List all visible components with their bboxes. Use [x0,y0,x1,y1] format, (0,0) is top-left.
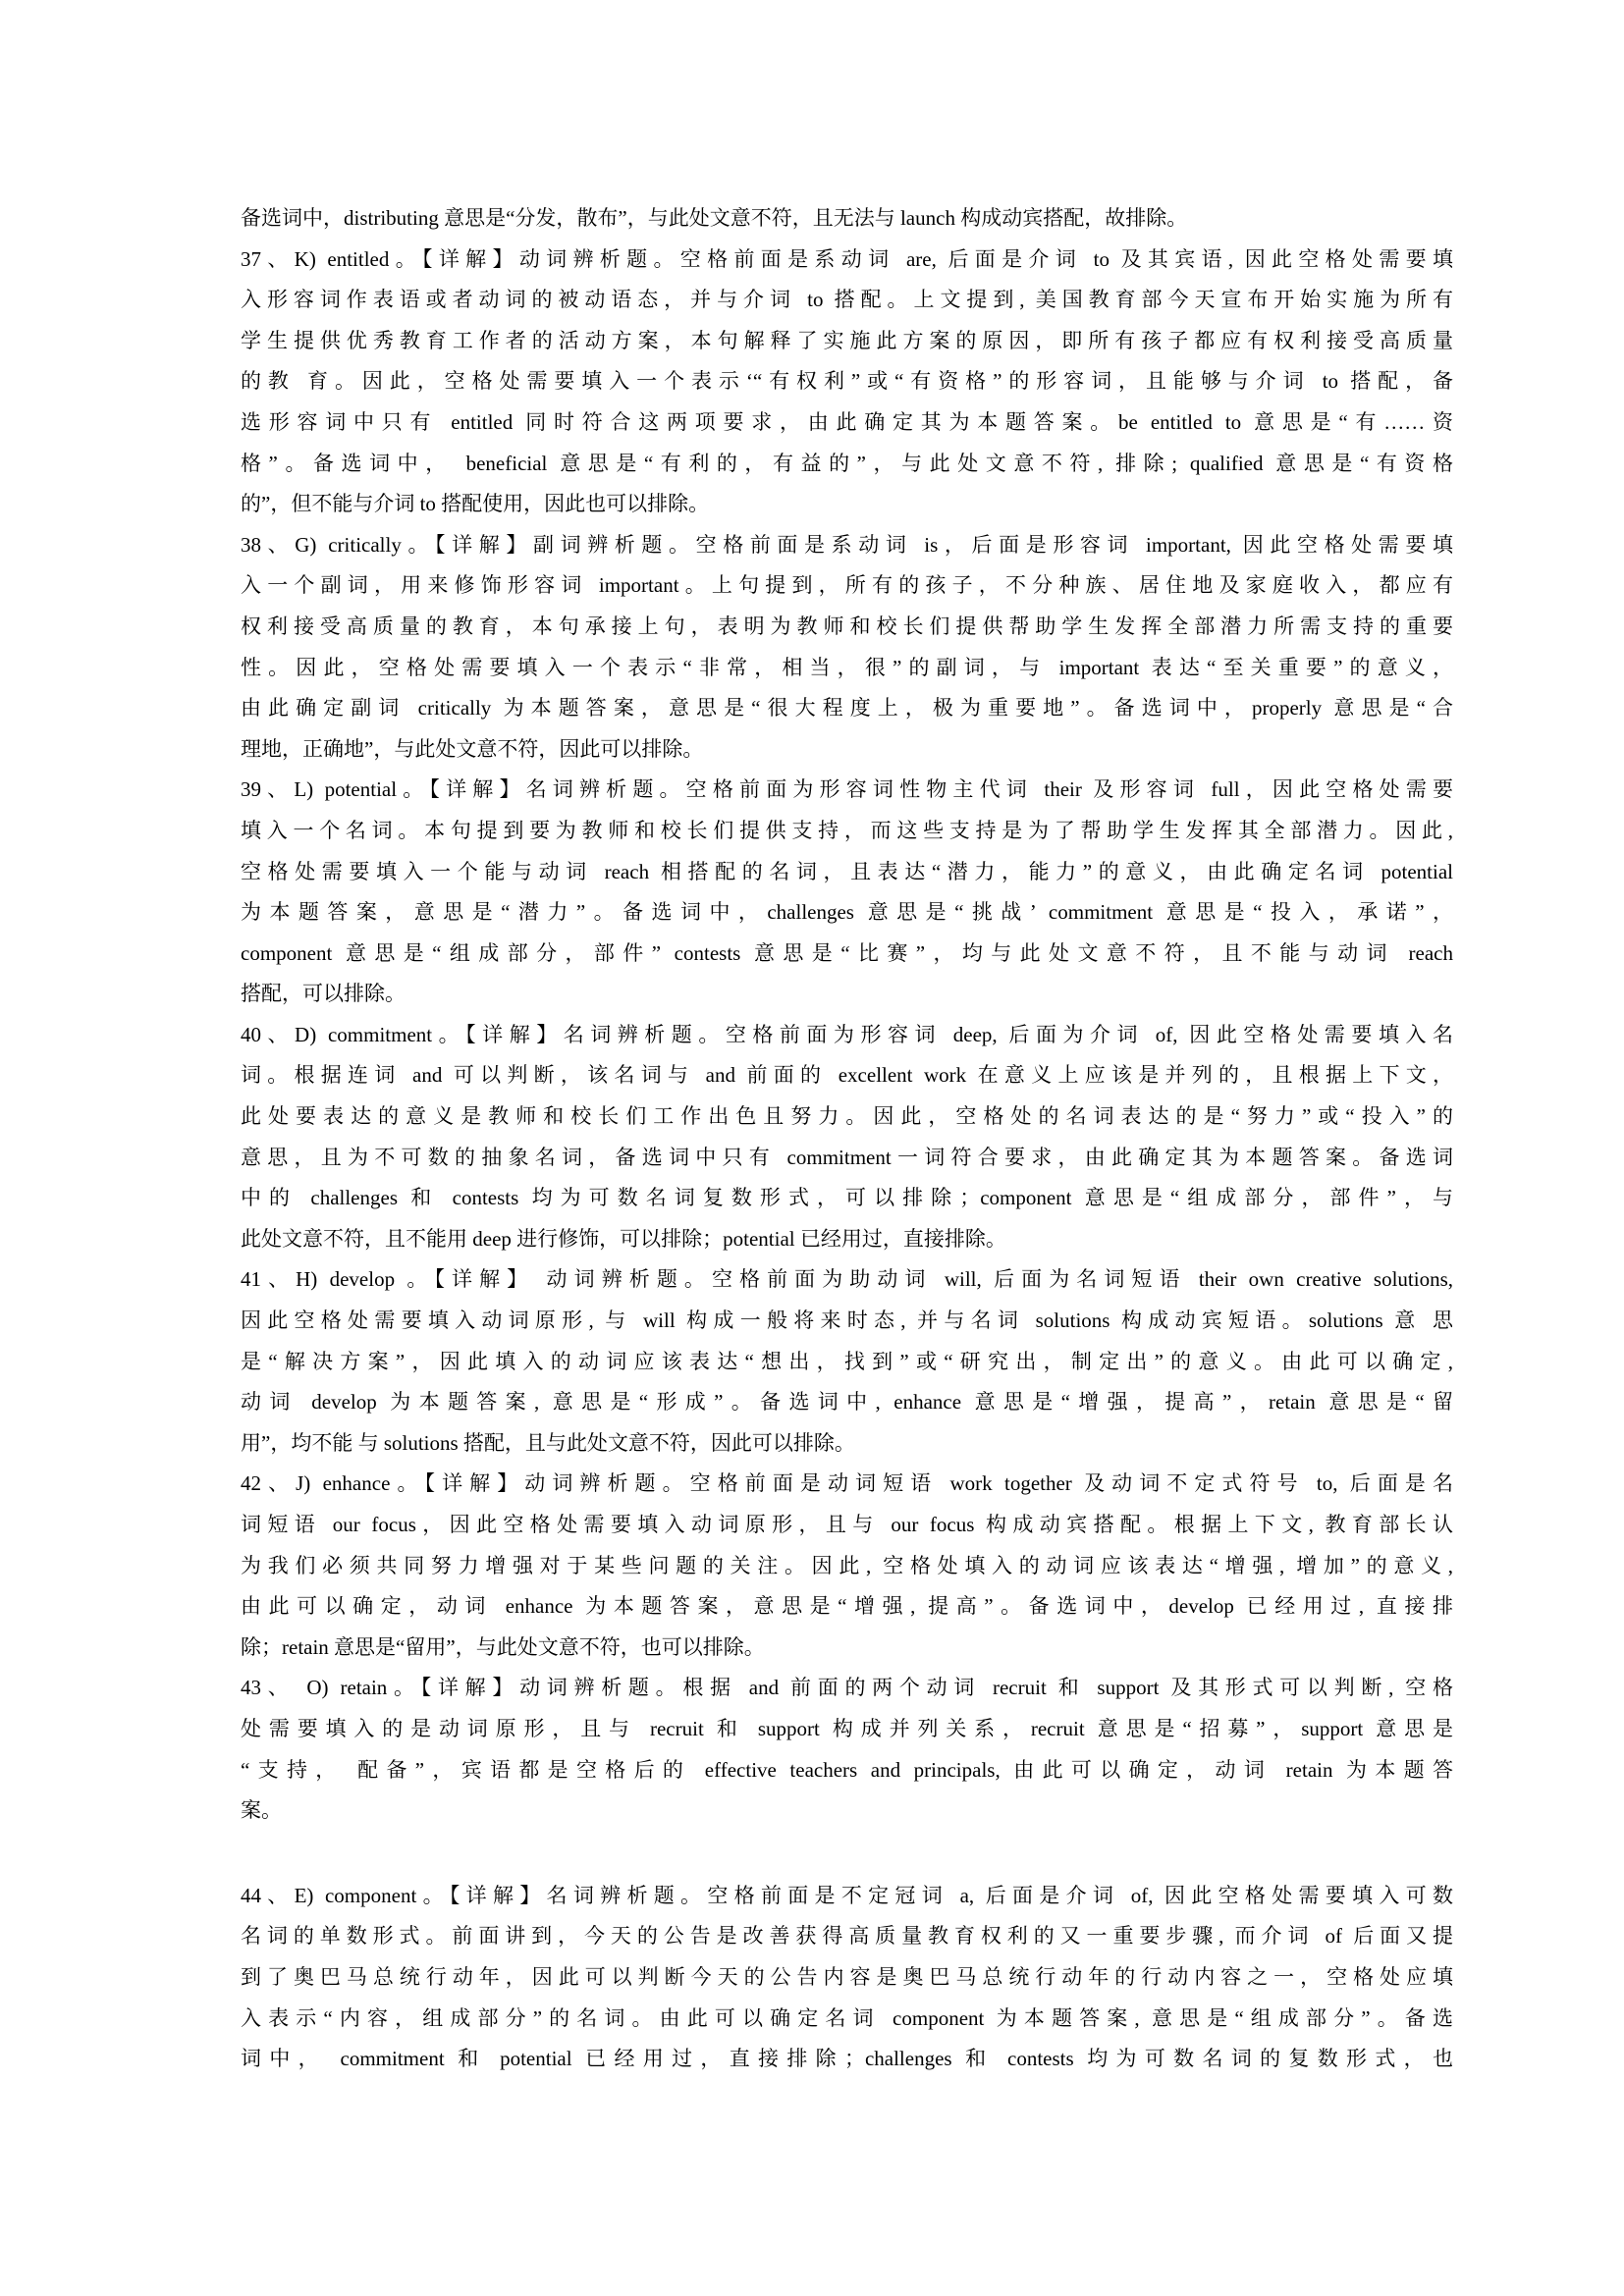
text-line: 因此空格处需要填入动词原形, 与 will 构成一般将来时态, 并与名词 solutions 构成动宾短语。solutions 意 思 [241,1308,1453,1333]
text-line: 动词 develop 为本题答案, 意思是“形成”。备选词中, enhance 意思是“增强，提高”，retain 意思是“留 [241,1390,1453,1415]
text-line: 此处要表达的意义是教师和校长们工作出色且努力。因此，空格处的名词表达的是“努力”或“投入”的 [241,1104,1453,1129]
text-line: 词短语 our focus，因此空格处需要填入动词原形，且与 our focus 构成动宾搭配。根据上下文, 教育部长认 [241,1513,1453,1536]
answer-item-44 [241,1876,1453,2080]
text-line: 入一个副词，用来修饰形容词 important。上句提到，所有的孩子，不分种族、居住地及家庭收入，都应有 [241,573,1453,598]
text-line: 性。因此，空格处需要填入一个表示“非常，相当，很”的副词，与 important 表达“至关重要”的意义， [241,655,1453,679]
paragraph-spacer [241,1832,1453,1876]
text-line: 选形容词中只有 entitled 同时符合这两项要求，由此确定其为本题答案。be entitled to 意思是“有……资 [241,409,1453,434]
text-line: 由此可以确定，动词 enhance 为本题答案，意思是“增强, 提高”。备选词中，develop 已经用过, 直接排 [241,1594,1453,1619]
text-line: 理地，正确地”，与此处文意不符，因此可以排除。 [241,736,704,761]
text-line: 的”，但不能与介词 to 搭配使用，因此也可以排除。 [241,492,710,516]
text-line: 除；retain 意思是“留用”，与此处文意不符，也可以排除。 [241,1634,765,1659]
text-line: 词。根据连词 and 可以判断，该名词与 and 前面的 excellent work 在意义上应该是并列的，且根据上下文， [241,1063,1453,1088]
answer-item-42 [241,1464,1453,1668]
answer-item-43 [241,1668,1453,1831]
text-line: 42、J) enhance。【详解】动词辨析题。空格前面是动词短语 work together 及动词不定式符号 to, 后面是名 [241,1471,1453,1496]
text-line: 学生提供优秀教育工作者的活动方案，本句解释了实施此方案的原因，即所有孩子都应有权利接受高质量 [241,328,1453,352]
text-line: 案。 [241,1798,282,1823]
text-line: 43、 O) retain。【详解】动词辨析题。根据 and 前面的两个动词 recruit 和 support 及其形式可以判断, 空格 [241,1676,1453,1700]
text-line: 搭配，可以排除。 [241,982,406,1006]
text-line: 到了奥巴马总统行动年，因此可以判断今天的公告内容是奥巴马总统行动年的行动内容之一，空格处应填 [241,1964,1453,1989]
text-line: 41、H) develop 。【详解】 动词辨析题。空格前面为助动词 will, 后面为名词短语 their own creative solutions, [241,1267,1453,1292]
answer-item-41 [241,1259,1453,1464]
text-line: 的教 育。因此，空格处需要填入一个表示‘“有权利”或“有资格”的形容词，且能够与介词 to 搭配，备 [241,369,1453,394]
text-line: 备选词中，distributing 意思是“分发，散布”，与此处文意不符，且无法与 launch 构成动宾搭配，故排除。 [241,206,1188,230]
answer-item-38 [241,525,1453,771]
text-line: 中的 challenges 和 contests 均为可数名词复数形式，可以排除；component 意思是“组成部分，部件”，与 [241,1186,1453,1210]
text-line: 由此确定副词 critically 为本题答案，意思是“很大程度上，极为重要地”。备选词中，properly 意思是“合 [241,696,1453,721]
text-line: 格”。备选词中， beneficial 意思是“有利的，有益的”，与此处文意不符, 排除; qualified 意思是“有资格 [241,451,1453,475]
text-line: 权利接受高质量的教育，本句承接上句，表明为教师和校长们提供帮助学生发挥全部潜力所需支持的重要 [241,614,1453,638]
text-line: 为本题答案，意思是“潜力”。备选词中，challenges 意思是“挑战’ commitment 意思是“投入，承诺”， [241,900,1453,925]
answer-item-40 [241,1015,1453,1260]
text-line: 空格处需要填入一个能与动词 reach 相搭配的名词，且表达“潜力，能力”的意义，由此确定名词 potential [241,859,1453,883]
text-line: 44、E) component。【详解】名词辨析题。空格前面是不定冠词 a, 后面是介词 of, 因此空格处需要填入可数 [241,1883,1453,1907]
text-line: 词中， commitment 和 potential 已经用过，直接排除；challenges 和 contests 均为可数名词的复数形式，也 [241,2047,1453,2071]
answer-item-39 [241,770,1453,1015]
text-line: 37、K) entitled。【详解】动词辨析题。空格前面是系动词 are, 后面是介词 to 及其宾语, 因此空格处需要填 [241,246,1453,271]
text-line: 为我们必须共同努力增强对于某些问题的关注。因此, 空格处填入的动词应该表达“增强, 增加”的意义, [241,1553,1453,1577]
text-line: 填入一个名词。本句提到要为教师和校长们提供支持，而这些支持是为了帮助学生发挥其全部潜力。因此, [241,818,1453,842]
text-line: 38、G) critically。【详解】副词辨析题。空格前面是系动词 is，后面是形容词 important, 因此空格处需要填 [241,532,1453,557]
text-line: 此处文意不符，且不能用 deep 进行修饰，可以排除；potential 已经用过，直接排除。 [241,1226,1006,1251]
answer-item-37 [241,240,1453,525]
text-line: 处需要填入的是动词原形，且与 recruit 和 support 构成并列关系，recruit 意思是“招募”，support 意思是 [241,1716,1453,1740]
text-line: component 意思是“组成部分，部件” contests 意思是“比赛”，均与此处文意不符，且不能与动词 reach [241,940,1453,965]
text-line: 用”，均不能 与 solutions 搭配，且与此处文意不符，因此可以排除。 [241,1430,855,1455]
text-line: 是“解决方案”，因此填入的动词应该表达“想出，找到”或“研究出，制定出”的意义。由此可以确定, [241,1349,1453,1373]
answer-explanations-document [241,198,1453,2080]
text-line: 名词的单数形式。前面讲到，今天的公告是改善获得高质量教育权利的又一重要步骤, 而介词 of 后面又提 [241,1924,1453,1949]
text-line: 40、D) commitment。【详解】名词辨析题。空格前面为形容词 deep, 后面为介词 of, 因此空格处需要填入名 [241,1022,1453,1046]
text-line: 入表示“内容，组成部分”的名词。由此可以确定名词 component 为本题答案, 意思是“组成部分”。备选 [241,2005,1453,2030]
para-36-continuation [241,198,1453,240]
text-line: 意思，且为不可数的抽象名词，备选词中只有 commitment一词符合要求，由此确定其为本题答案。备选词 [241,1145,1453,1169]
text-line: 入形容词作表语或者动词的被动语态，并与介词 to 搭配。上文提到, 美国教育部今天宣布开始实施为所有 [241,288,1453,312]
text-line: 39、L) potential。【详解】名词辨析题。空格前面为形容词性物主代词 their 及形容词 full，因此空格处需要 [241,777,1453,802]
text-line: “支持， 配备”，宾语都是空格后的 effective teachers and principals, 由此可以确定，动词 retain 为本题答 [241,1757,1453,1782]
